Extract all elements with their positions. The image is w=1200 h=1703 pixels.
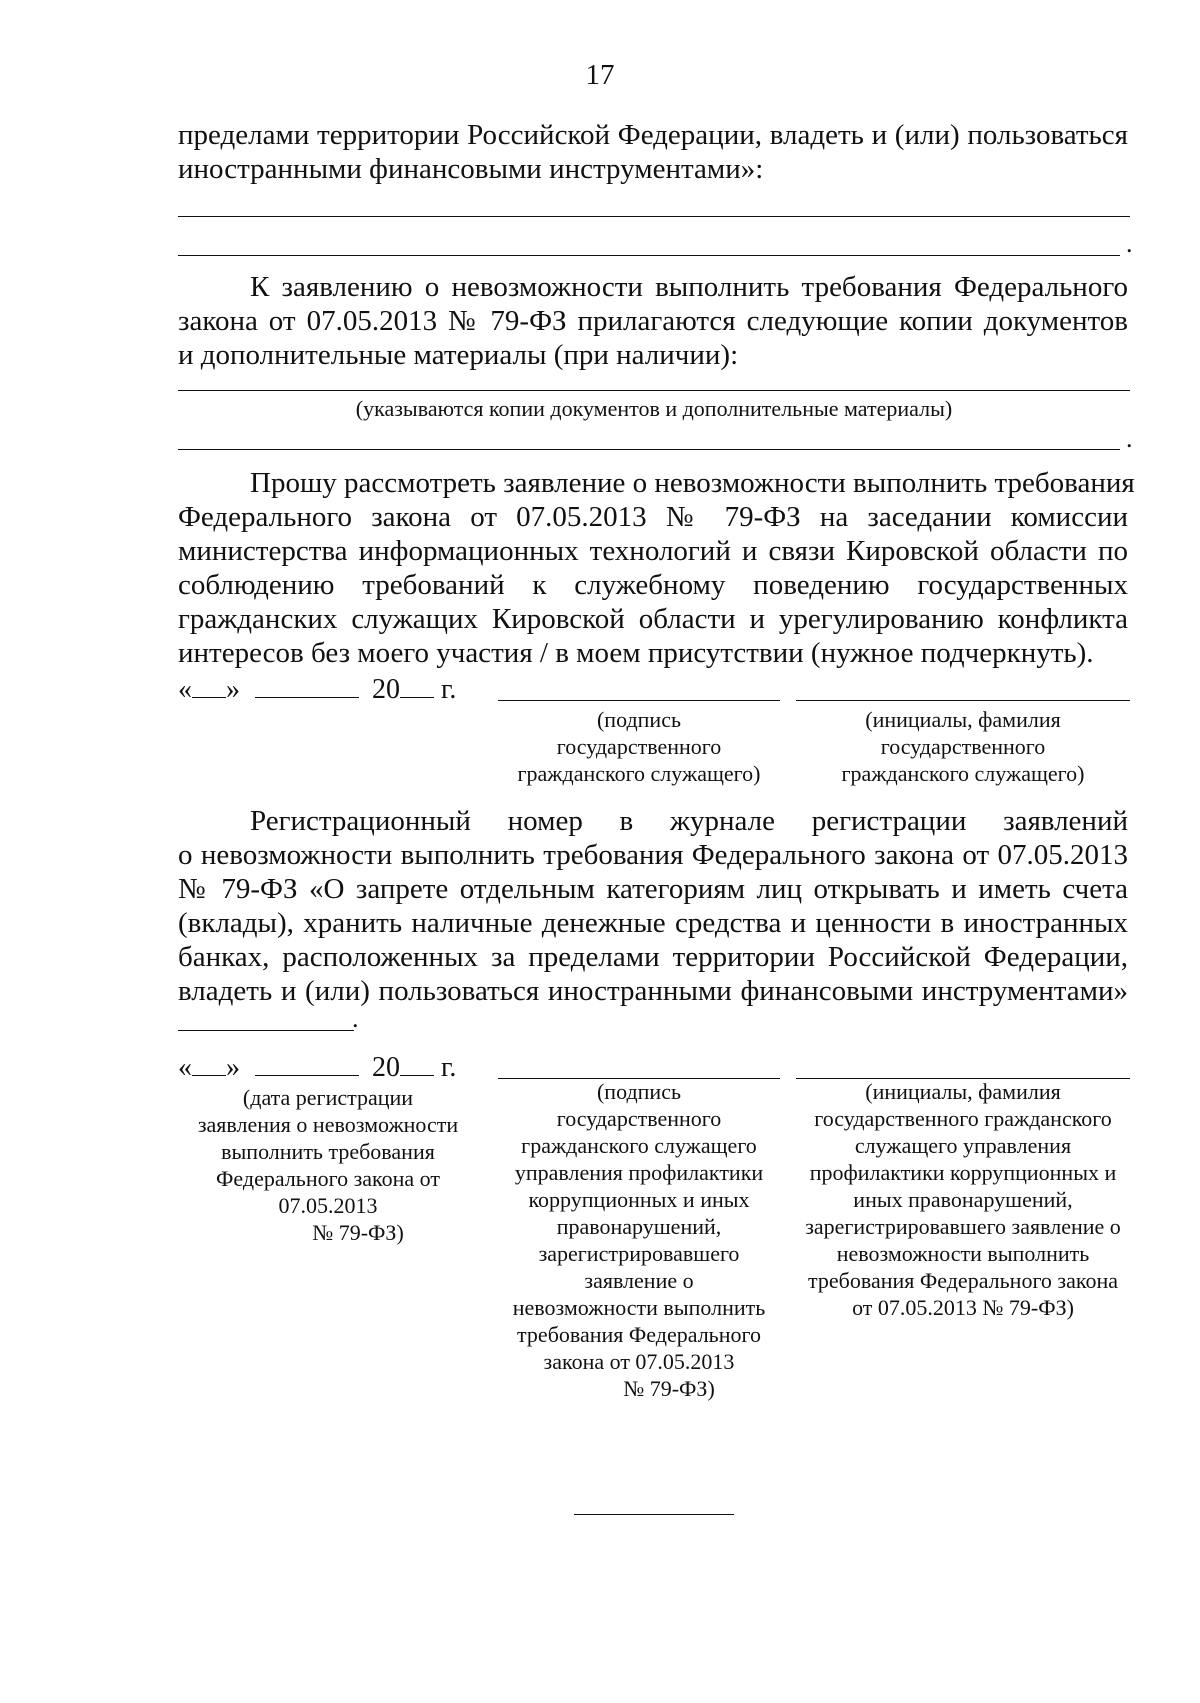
caption-line: 07.05.2013 — [278, 1193, 378, 1218]
year-suffix: г. — [441, 674, 457, 705]
caption-line: заявление о — [584, 1268, 694, 1293]
request-line-5: гражданских служащих Кировской области и урегулированию конфликта — [178, 603, 1128, 635]
caption-line: невозможности выполнить — [512, 1295, 766, 1320]
caption-line: требования Федерального — [517, 1322, 761, 1347]
request-line-1: Прошу рассмотреть заявление о невозможности выполнить требования — [250, 467, 1135, 499]
period-mark: . — [352, 1004, 359, 1033]
registration-line-5: банках, расположенных за пределами территории Российской Федерации, — [178, 941, 1128, 973]
registration-number-line — [178, 1030, 354, 1031]
fill-line — [178, 390, 1130, 391]
attachments-hint: (указываются копии документов и дополнительные материалы) — [355, 396, 953, 421]
intro-line-1: пределами территории Российской Федерации, владеть и (или) пользоваться — [178, 119, 1128, 151]
signature-caption-1 — [488, 706, 790, 787]
caption-line: профилактики коррупционных и — [809, 1160, 1117, 1185]
year-prefix: 20 — [372, 1052, 400, 1083]
request-line-4: соблюдению требований к служебному поведению государственных — [178, 569, 1128, 601]
open-quote: « — [178, 1052, 192, 1083]
caption-line: государственного гражданского — [814, 1106, 1112, 1131]
caption-line: служащего управления — [854, 1133, 1072, 1158]
year-blank — [400, 675, 434, 698]
caption-line: требования Федерального закона — [808, 1268, 1118, 1293]
caption-line: правонарушений, — [556, 1214, 722, 1239]
caption-line: № 79-ФЗ) — [312, 1220, 404, 1245]
caption-line: гражданского служащего) — [517, 761, 761, 786]
caption-line: государственного — [556, 1106, 722, 1131]
registration-line-1: Регистрационный номер в журнале регистрации заявлений — [250, 805, 1128, 837]
date-caption — [178, 1084, 478, 1246]
period-mark: . — [1126, 229, 1133, 258]
caption-line: (подпись — [596, 1079, 681, 1104]
day-blank — [192, 675, 226, 698]
caption-line: (подпись — [596, 707, 681, 732]
caption-line: иных правонарушений, — [853, 1187, 1073, 1212]
caption-line: гражданского служащего — [521, 1133, 757, 1158]
page-number: 17 — [585, 59, 615, 91]
fill-line — [178, 216, 1130, 217]
name-line — [796, 700, 1130, 701]
caption-line: зарегистрировавшего — [538, 1241, 740, 1266]
caption-line: государственного — [880, 734, 1046, 759]
caption-line: Федерального закона от — [216, 1166, 440, 1191]
signature-caption-2 — [488, 1078, 790, 1402]
year-prefix: 20 — [372, 674, 400, 705]
registration-line-4: (вклады), хранить наличные денежные средства и ценности в иностранных — [178, 907, 1128, 939]
signature-line — [498, 700, 780, 701]
registration-line-2: о невозможности выполнить требования Федерального закона от 07.05.2013 — [178, 839, 1128, 871]
close-quote: » — [226, 674, 240, 705]
caption-line: заявления о невозможности — [197, 1112, 459, 1137]
caption-line: (инициалы, фамилия — [865, 707, 1061, 732]
name-caption-1 — [796, 706, 1130, 787]
registration-line-6: владеть и (или) пользоваться иностранными финансовыми инструментами» — [178, 975, 1128, 1007]
year-blank — [400, 1053, 434, 1076]
caption-line: от 07.05.2013 № 79-ФЗ) — [852, 1295, 1074, 1320]
caption-line: выполнить требования — [221, 1139, 435, 1164]
caption-line: (дата регистрации — [242, 1085, 414, 1110]
caption-line: (инициалы, фамилия — [865, 1079, 1061, 1104]
caption-line: закона от 07.05.2013 — [543, 1349, 735, 1374]
end-separator — [574, 1514, 734, 1515]
date-field — [178, 674, 456, 706]
registration-date-field — [178, 1052, 456, 1084]
close-quote: » — [226, 1052, 240, 1083]
fill-line — [178, 255, 1120, 256]
period-mark: . — [1126, 424, 1133, 453]
attachments-line-2: закона от 07.05.2013 № 79-ФЗ прилагаются следующие копии документов — [178, 305, 1128, 337]
month-blank — [255, 675, 359, 698]
caption-line: невозможности выполнить — [836, 1241, 1090, 1266]
caption-line: коррупционных и иных — [528, 1187, 750, 1212]
fill-line — [178, 449, 1120, 450]
request-line-3: министерства информационных технологий и связи Кировской области по — [178, 535, 1128, 567]
day-blank — [192, 1053, 226, 1076]
attachments-line-1: К заявлению о невозможности выполнить требования Федерального — [250, 271, 1128, 303]
caption-line: зарегистрировавшего заявление о — [805, 1214, 1121, 1239]
caption-line: № 79-ФЗ) — [623, 1376, 715, 1401]
open-quote: « — [178, 674, 192, 705]
attachments-line-3: и дополнительные материалы (при наличии): — [178, 339, 739, 371]
month-blank — [255, 1053, 359, 1076]
request-line-2: Федерального закона от 07.05.2013 № 79-ФЗ на заседании комиссии — [178, 501, 1128, 533]
caption-line: государственного — [556, 734, 722, 759]
registration-line-3: № 79-ФЗ «О запрете отдельным категориям лиц открывать и иметь счета — [178, 873, 1128, 905]
name-caption-2 — [790, 1078, 1136, 1321]
caption-line: управления профилактики — [514, 1160, 764, 1185]
year-suffix: г. — [441, 1052, 457, 1083]
intro-line-2: иностранными финансовыми инструментами»: — [178, 153, 764, 185]
request-line-6: интересов без моего участия / в моем присутствии (нужное подчеркнуть). — [178, 637, 1094, 669]
caption-line: гражданского служащего) — [841, 761, 1085, 786]
